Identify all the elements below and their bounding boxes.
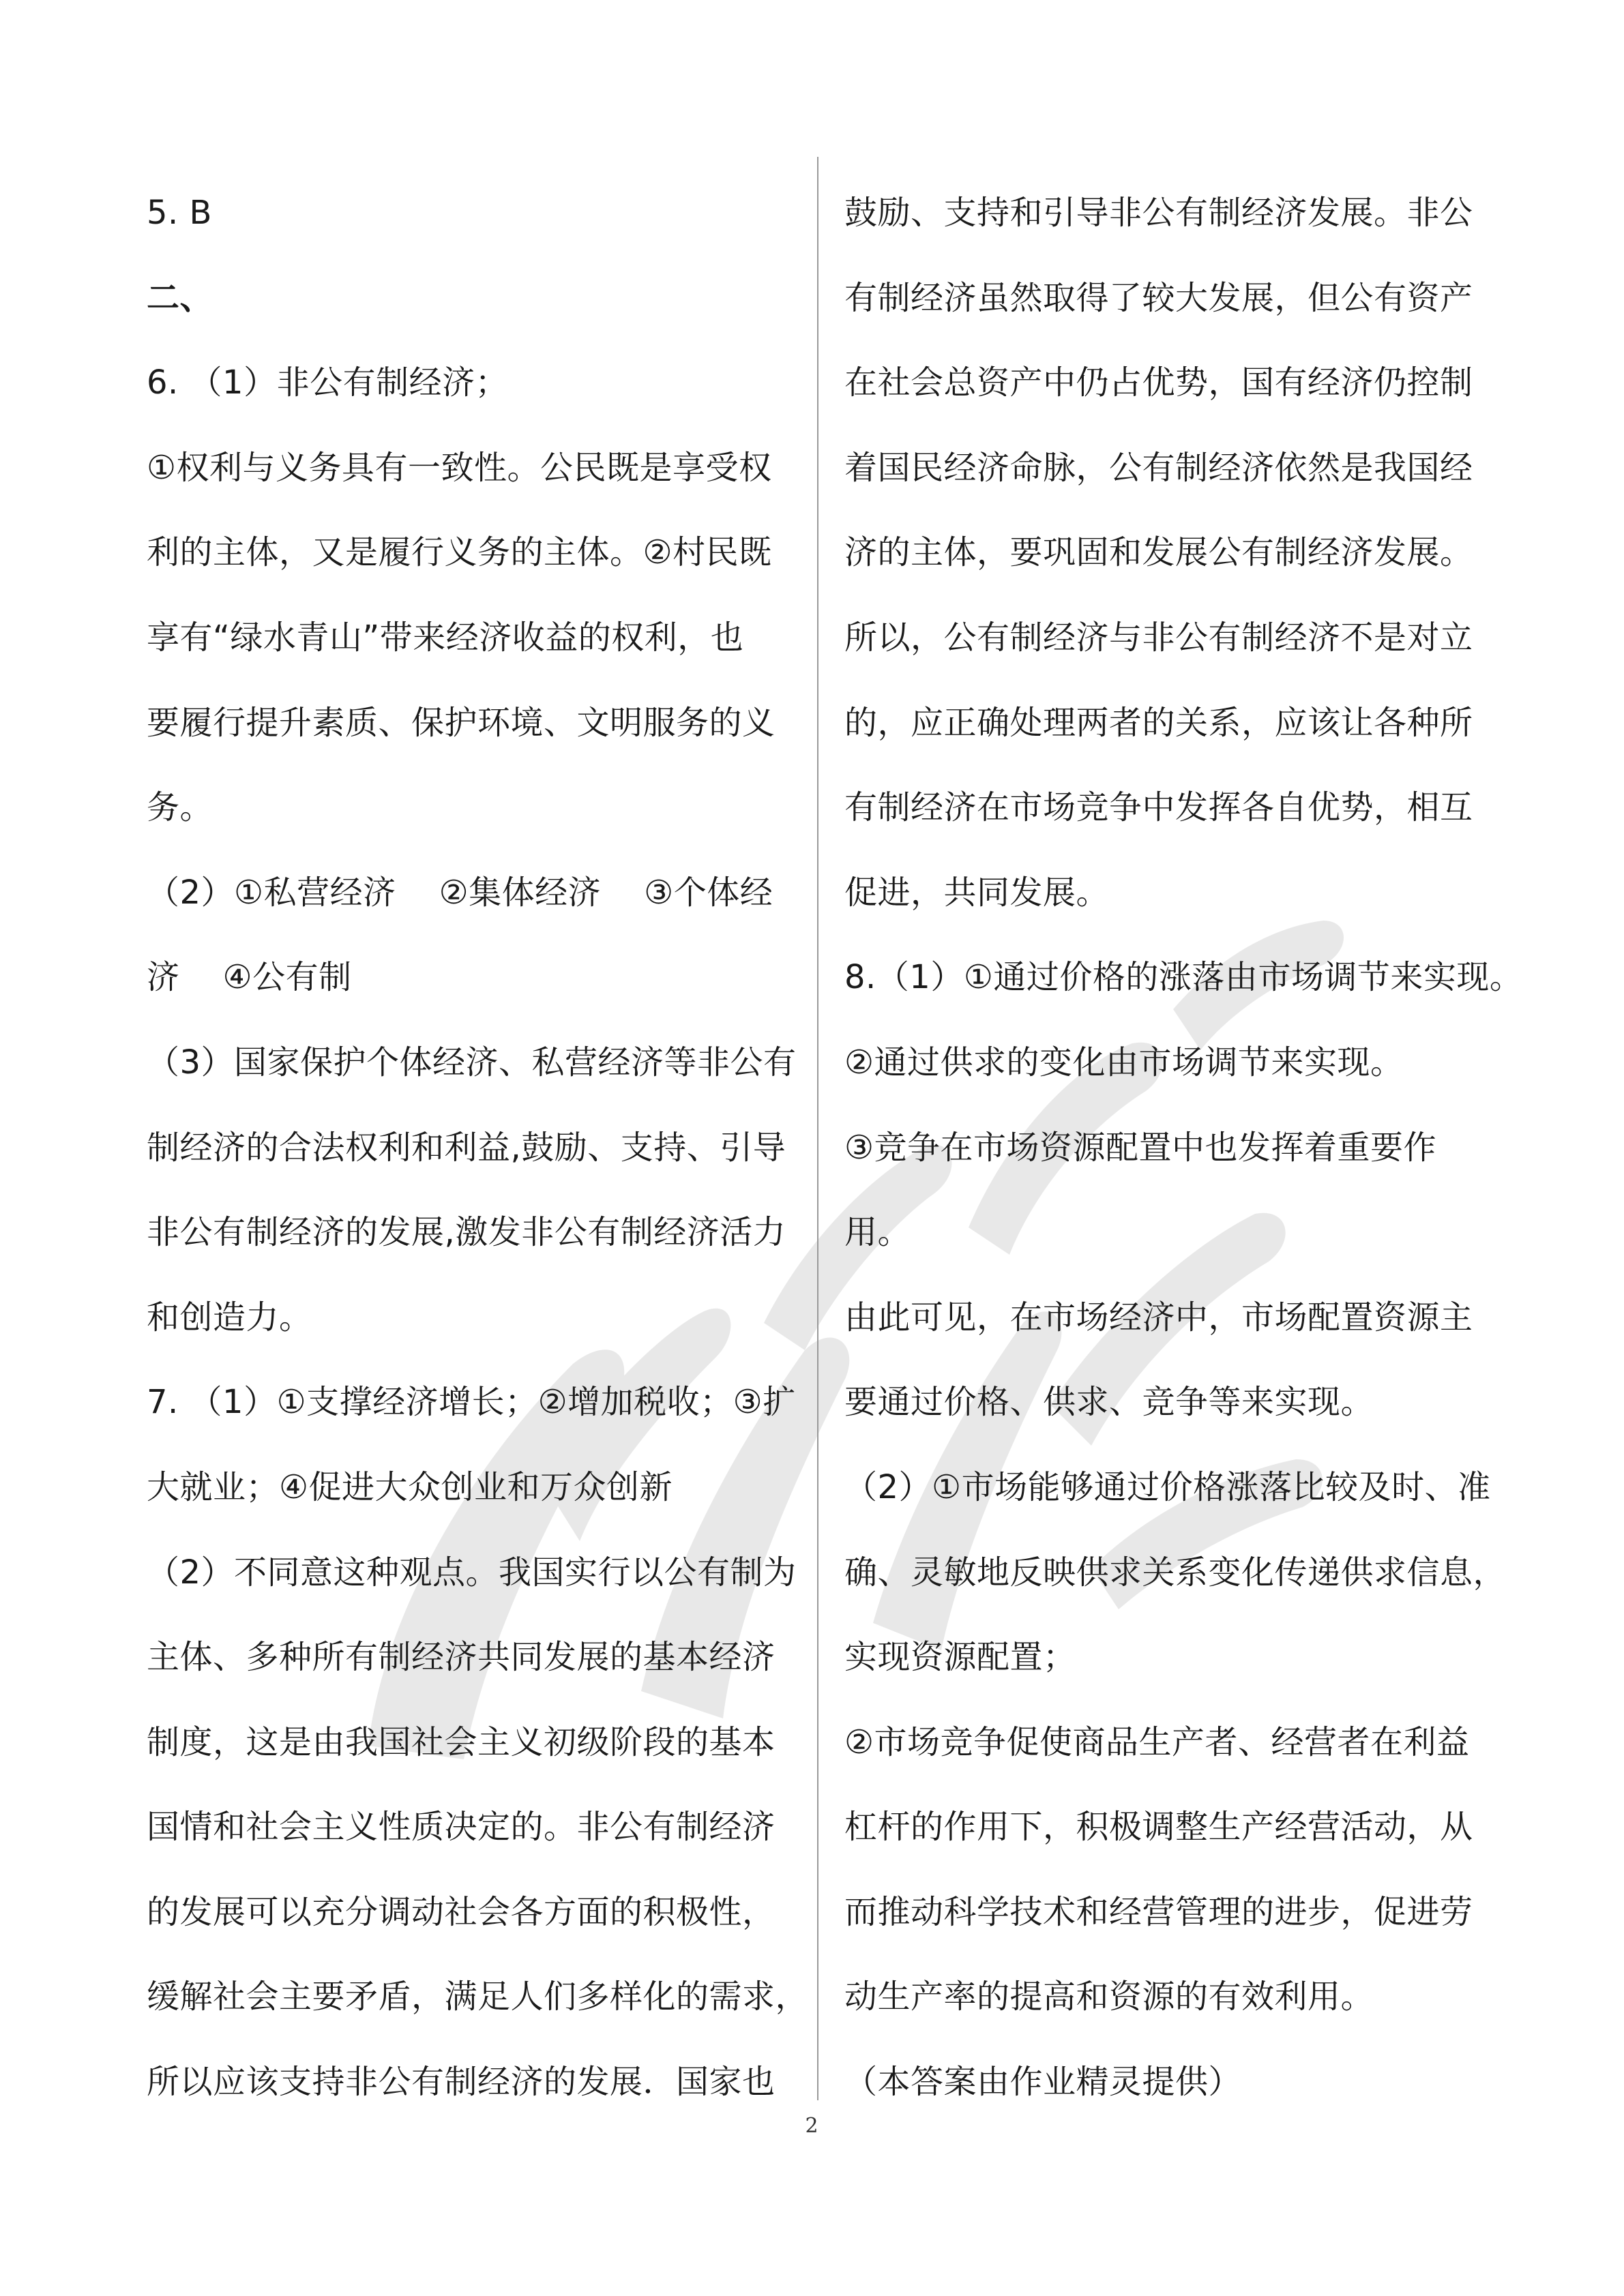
answer-line: ②通过供求的变化由市场调节来实现。 bbox=[844, 1043, 1404, 1082]
answer-line: 大就业；④促进大众创业和万众创新 bbox=[147, 1467, 673, 1506]
answer-line: 制经济的合法权利和利益,鼓励、支持、引导 bbox=[147, 1128, 786, 1167]
answer-line: 用。 bbox=[844, 1213, 911, 1252]
answer-line: 主体、多种所有制经济共同发展的基本经济 bbox=[147, 1638, 776, 1677]
answer-line: （2）①市场能够通过价格涨落比较及时、准 bbox=[844, 1467, 1491, 1506]
answer-line: 着国民经济命脉，公有制经济依然是我国经 bbox=[844, 448, 1473, 487]
left-column bbox=[147, 170, 809, 2125]
answer-line: 利的主体，又是履行义务的主体。②村民既 bbox=[147, 533, 772, 572]
section-heading: 二、 bbox=[147, 278, 213, 317]
answer-line: 实现资源配置； bbox=[844, 1638, 1076, 1677]
answer-line: 缓解社会主要矛盾，满足人们多样化的需求， bbox=[147, 1978, 809, 2016]
answer-line: 国情和社会主义性质决定的。非公有制经济 bbox=[147, 1808, 776, 1847]
answer-line: （3）国家保护个体经济、私营经济等非公有 bbox=[147, 1043, 797, 1082]
answer-line: 务。 bbox=[147, 788, 213, 827]
answer-line: 杠杆的作用下，积极调整生产经营活动，从 bbox=[844, 1808, 1473, 1847]
answer-line: 享有“绿水青山”带来经济收益的权利，也 bbox=[147, 618, 744, 657]
answer-line: 和创造力。 bbox=[147, 1298, 312, 1337]
answer-line: 要履行提升素质、保护环境、文明服务的义 bbox=[147, 703, 776, 742]
right-column bbox=[844, 170, 1523, 2125]
answer-line: 所以应该支持非公有制经济的发展．国家也 bbox=[147, 2063, 776, 2102]
page-number: 2 bbox=[805, 2114, 818, 2138]
answer-line: （2）不同意这种观点。我国实行以公有制为 bbox=[147, 1553, 797, 1592]
answer-line: 由此可见，在市场经济中，市场配置资源主 bbox=[844, 1298, 1473, 1337]
answer-line: 制度，这是由我国社会主义初级阶段的基本 bbox=[147, 1723, 776, 1761]
answer-line: ②市场竞争促使商品生产者、经营者在利益 bbox=[844, 1723, 1470, 1761]
answer-line: 济的主体，要巩固和发展公有制经济发展。 bbox=[844, 533, 1473, 572]
answer-line: （2）①私营经济 ②集体经济 ③个体经 bbox=[147, 873, 773, 912]
answer-line: 的发展可以充分调动社会各方面的积极性， bbox=[147, 1892, 776, 1931]
answer-line: 要通过价格、供求、竞争等来实现。 bbox=[844, 1383, 1374, 1422]
answer-line: ①权利与义务具有一致性。公民既是享受权 bbox=[147, 448, 772, 487]
answer-line: 在社会总资产中仍占优势，国有经济仍控制 bbox=[844, 363, 1473, 402]
answer-line: 非公有制经济的发展,激发非公有制经济活力 bbox=[147, 1213, 786, 1252]
answer-line: 8.（1）①通过价格的涨落由市场调节来实现。 bbox=[844, 958, 1523, 997]
answer-line: 7. （1）①支撑经济增长；②增加税收；③扩 bbox=[147, 1383, 796, 1422]
answer-line: 鼓励、支持和引导非公有制经济发展。非公 bbox=[844, 194, 1473, 232]
answer-line: 有制经济在市场竞争中发挥各自优势，相互 bbox=[844, 788, 1473, 827]
answer-line: 济 ④公有制 bbox=[147, 958, 352, 997]
answer-line: 的，应正确处理两者的关系，应该让各种所 bbox=[844, 703, 1473, 742]
answer-line: ③竞争在市场资源配置中也发挥着重要作 bbox=[844, 1128, 1437, 1167]
answer-line: 确、灵敏地反映供求关系变化传递供求信息， bbox=[844, 1553, 1507, 1592]
answer-line: 而推动科学技术和经营管理的进步，促进劳 bbox=[844, 1892, 1473, 1931]
answer-line: 有制经济虽然取得了较大发展，但公有资产 bbox=[844, 278, 1473, 317]
column-divider bbox=[817, 157, 818, 2100]
answer-line: 6. （1）非公有制经济； bbox=[147, 363, 509, 402]
answer-line: 5. B bbox=[147, 194, 212, 232]
credit-line: （本答案由作业精灵提供） bbox=[844, 2063, 1242, 2102]
answer-line: 动生产率的提高和资源的有效利用。 bbox=[844, 1978, 1374, 2016]
answer-line: 所以，公有制经济与非公有制经济不是对立 bbox=[844, 618, 1473, 657]
answer-line: 促进，共同发展。 bbox=[844, 873, 1110, 912]
